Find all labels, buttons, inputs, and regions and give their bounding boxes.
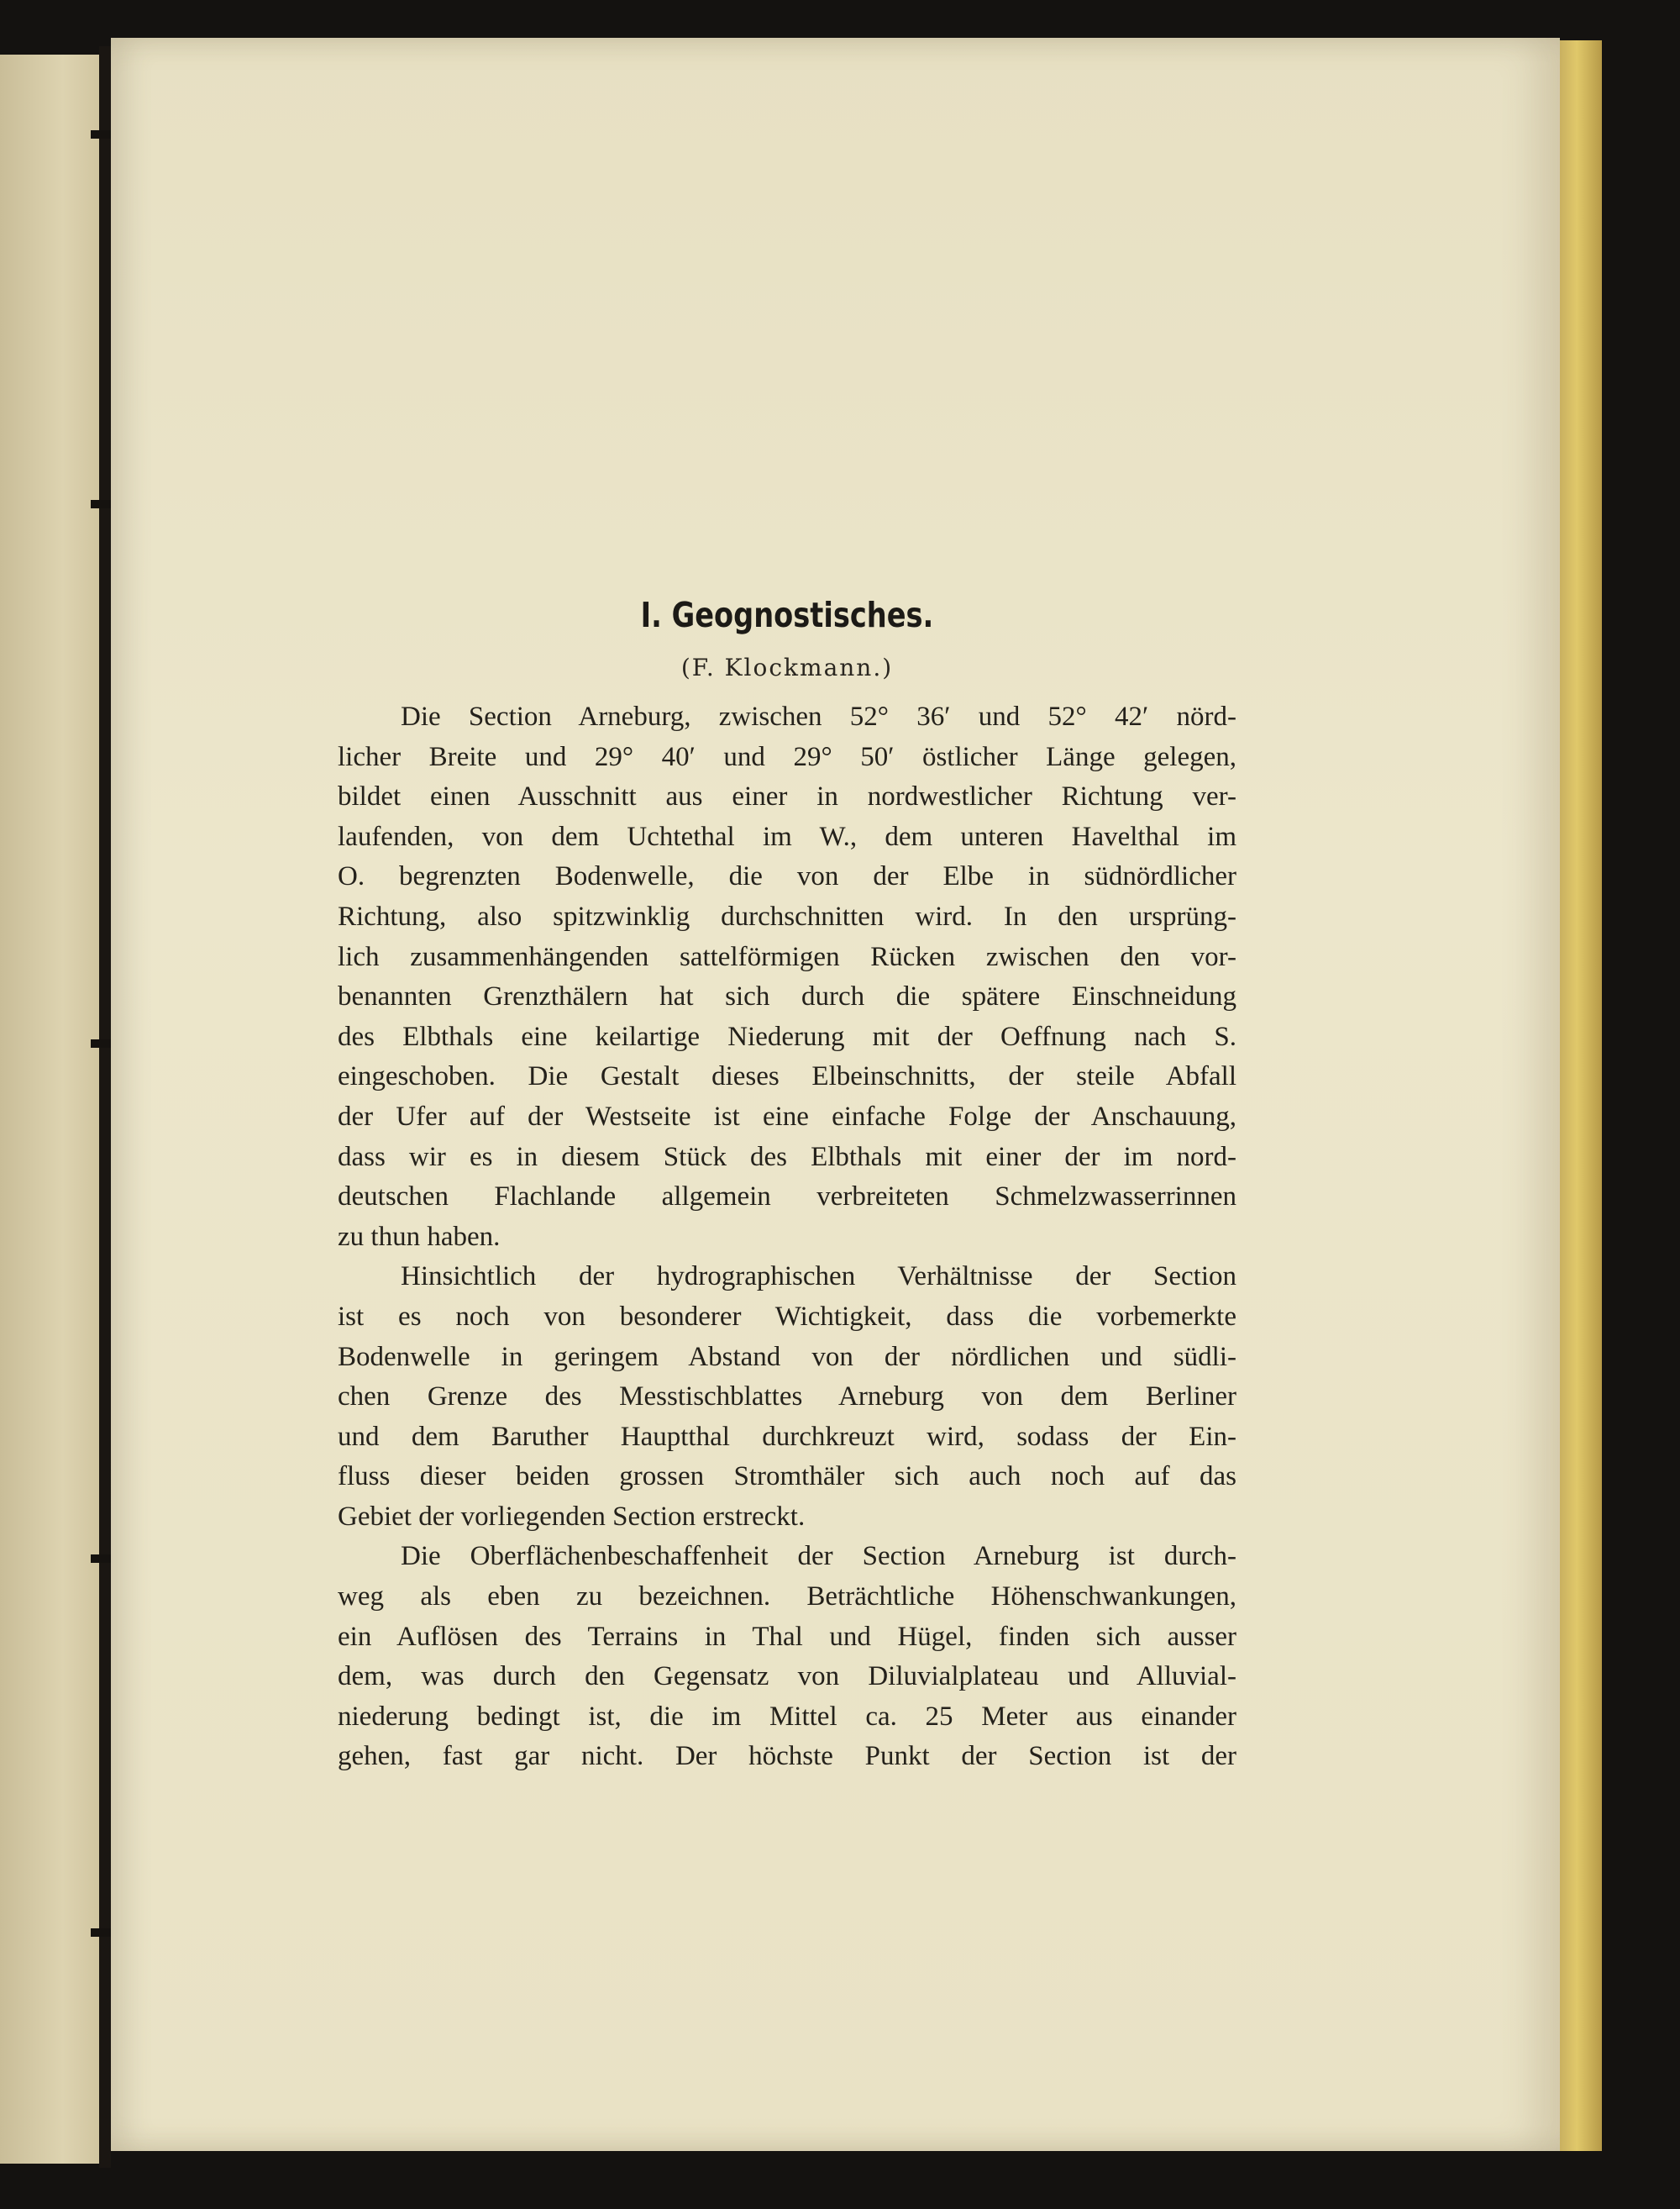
text-line: eingeschoben. Die Gestalt dieses Elbeinschnitts, der steile Abfall bbox=[338, 1061, 1236, 1092]
text-line: O. begrenzten Bodenwelle, die von der Elbe in südnördlicher bbox=[338, 861, 1236, 892]
section-heading: I. Geognostisches. bbox=[640, 595, 934, 635]
text-line: gehen, fast gar nicht. Der höchste Punkt der Section ist der bbox=[338, 1741, 1236, 1772]
text-line: Bodenwelle in geringem Abstand von der nördlichen und südli- bbox=[338, 1341, 1236, 1372]
body-text bbox=[338, 697, 1236, 1777]
text-line: deutschen Flachlande allgemein verbreiteten Schmelzwasserrinnen bbox=[338, 1181, 1236, 1212]
text-line: weg als eben zu bezeichnen. Beträchtliche Höhenschwankungen, bbox=[338, 1581, 1236, 1612]
text-line: Richtung, also spitzwinklig durchschnitten wird. In den ursprüng- bbox=[338, 901, 1236, 932]
show-through-text bbox=[336, 277, 1226, 639]
left-page-edge bbox=[0, 55, 105, 2164]
text-line: niederung bedingt ist, die im Mittel ca. 25 Meter aus einander bbox=[338, 1701, 1236, 1732]
text-line: lich zusammenhängenden sattelförmigen Rücken zwischen den vor- bbox=[338, 941, 1236, 972]
text-line: chen Grenze des Messtischblattes Arneburg von dem Berliner bbox=[338, 1381, 1236, 1412]
text-line: licher Breite und 29° 40′ und 29° 50′ östlicher Länge gelegen, bbox=[338, 741, 1236, 772]
text-line: dem, was durch den Gegensatz von Diluvialplateau und Alluvial- bbox=[338, 1661, 1236, 1692]
text-line: Die Oberflächenbeschaffenheit der Section Arneburg ist durch- bbox=[401, 1541, 1236, 1572]
author-line: (F. Klockmann.) bbox=[680, 654, 894, 681]
text-line: Die Section Arneburg, zwischen 52° 36′ und 52° 42′ nörd- bbox=[401, 702, 1236, 732]
text-line: laufenden, von dem Uchtethal im W., dem unteren Havelthal im bbox=[338, 821, 1236, 852]
text-line: Hinsichtlich der hydrographischen Verhältnisse der Section bbox=[401, 1261, 1236, 1292]
text-line: zu thun haben. bbox=[338, 1221, 501, 1252]
text-line: bildet einen Ausschnitt aus einer in nordwestlicher Richtung ver- bbox=[338, 781, 1236, 813]
text-line: Gebiet der vorliegenden Section erstreckt. bbox=[338, 1501, 806, 1532]
text-line: dass wir es in diesem Stück des Elbthals mit einer der im nord- bbox=[338, 1141, 1236, 1172]
text-line: benannten Grenzthälern hat sich durch die spätere Einschneidung bbox=[338, 981, 1236, 1012]
text-line: ist es noch von besonderer Wichtigkeit, dass die vorbemerkte bbox=[338, 1301, 1236, 1332]
text-line: des Elbthals eine keilartige Niederung mit der Oeffnung nach S. bbox=[338, 1021, 1236, 1052]
text-line: und dem Baruther Hauptthal durchkreuzt wird, sodass der Ein- bbox=[338, 1421, 1236, 1452]
book-gutter bbox=[99, 46, 111, 2168]
text-line: fluss dieser beiden grossen Stromthäler sich auch noch auf das bbox=[338, 1461, 1236, 1492]
page-edge-gilt bbox=[1560, 40, 1602, 2151]
text-line: ein Auflösen des Terrains in Thal und Hügel, finden sich ausser bbox=[338, 1621, 1236, 1652]
text-line: der Ufer auf der Westseite ist eine einfache Folge der Anschauung, bbox=[338, 1101, 1236, 1132]
